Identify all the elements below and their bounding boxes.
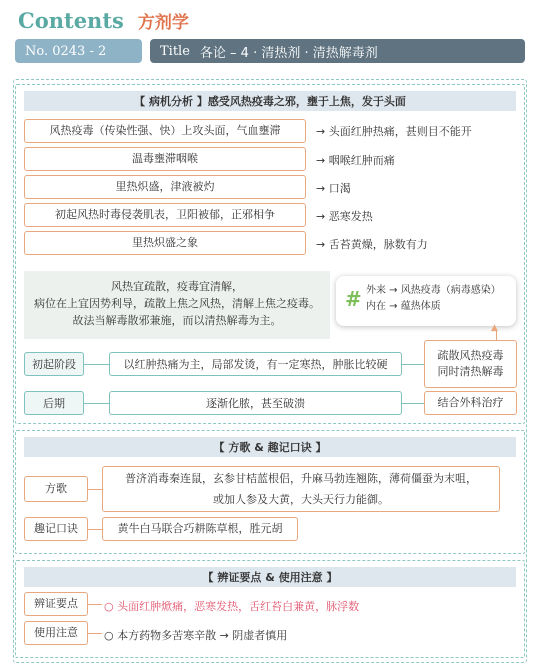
callout-line-1: 外来 → 风热疫毒（病毒感染） xyxy=(366,285,501,296)
caution-text: ○ 本方药物多苦寒辛散 → 阴虚者慎用 xyxy=(104,629,288,642)
principle-line-2: 病位在上宜因势利导，疏散上焦之风热，清解上焦之疫毒。 xyxy=(34,297,320,310)
song-line-2: 或加人参及大黄，大头天行力能御。 xyxy=(213,493,389,506)
cause-box-2: 温毒壅滞咽喉 xyxy=(24,147,306,171)
connector-line xyxy=(88,529,102,530)
notes-heading: 【 辨证要点 & 使用注意 】 xyxy=(24,567,516,587)
title-label: Title xyxy=(160,43,190,59)
treatment-principle xyxy=(24,271,330,339)
connector-line xyxy=(402,364,424,365)
connector-line xyxy=(402,403,424,404)
note-title-bar xyxy=(150,39,525,63)
mnemonic-label: 趣记口诀 xyxy=(24,517,88,541)
formula-song xyxy=(102,466,500,512)
effect-text-5: → 舌苔黄燥，脉数有力 xyxy=(316,238,428,251)
treat-line-1: 疏散风热疫毒 xyxy=(437,349,504,362)
key-points-label: 辨证要点 xyxy=(24,592,88,616)
up-arrow-icon: ▲ xyxy=(491,323,498,333)
hash-icon: # xyxy=(345,287,362,311)
pathology-heading: 【 病机分析 】感受风热疫毒之邪，壅于上焦，发于头面 xyxy=(24,91,516,111)
connector-line xyxy=(88,489,102,490)
header-title-en: Contents xyxy=(18,8,124,33)
stage-label-late: 后期 xyxy=(24,391,84,415)
callout-line-2: 内在 → 蕴热体质 xyxy=(366,301,441,312)
note-number: No. 0243 - 2 xyxy=(15,39,142,63)
principle-line-1: 风热宜疏散，疫毒宜清解， xyxy=(111,280,243,293)
page-header xyxy=(18,8,189,36)
mnemonic-text: 黄牛白马联合巧耕陈草根，胜元胡 xyxy=(102,517,298,541)
stage-treat-late: 结合外科治疗 xyxy=(424,391,517,415)
connector-line xyxy=(88,604,102,605)
effect-text-2: → 咽喉红肿而痛 xyxy=(316,154,395,167)
stage-label-early: 初起阶段 xyxy=(24,352,84,376)
cause-box-3: 里热炽盛，津液被灼 xyxy=(24,175,306,199)
principle-line-3: 故法当解毒散邪兼施，而以清热解毒为主。 xyxy=(72,314,282,327)
etiology-callout xyxy=(336,276,516,326)
header-title-cn: 方剂学 xyxy=(137,13,189,33)
song-label: 方歌 xyxy=(24,476,88,502)
effect-text-1: → 头面红肿热痛，甚则目不能开 xyxy=(316,125,472,138)
key-points-text: ○ 头面红肿焮痛，恶寒发热，舌红苔白兼黄，脉浮数 xyxy=(104,600,360,613)
connector-line xyxy=(84,403,109,404)
song-line-1: 普济消毒秦连鼠，玄参甘桔蓝根侣，升麻马勃连翘陈，薄荷僵蚕为末咀， xyxy=(125,472,477,485)
effect-text-3: → 口渴 xyxy=(316,182,351,195)
stage-treat-early xyxy=(424,340,517,388)
connector-line xyxy=(88,633,102,634)
effect-text-4: → 恶寒发热 xyxy=(316,210,373,223)
cause-box-4: 初起风热时毒侵袭肌表，卫阳被郁，正邪相争 xyxy=(24,203,306,227)
stage-desc-early: 以红肿热痛为主，局部发烫，有一定寒热，肿胀比较硬 xyxy=(109,352,402,376)
title-text: 各论 – 4 · 清热剂 · 清热解毒剂 xyxy=(199,45,378,61)
stage-desc-late: 逐渐化脓，甚至破溃 xyxy=(109,391,402,415)
treat-line-2: 同时清热解毒 xyxy=(437,365,504,378)
formula-heading: 【 方歌 & 趣记口诀 】 xyxy=(24,437,516,457)
cause-box-1: 风热疫毒（传染性强、快）上攻头面，气血壅滞 xyxy=(24,119,306,143)
cause-box-5: 里热炽盛之象 xyxy=(24,231,306,255)
connector-line xyxy=(84,364,109,365)
caution-label: 使用注意 xyxy=(24,621,88,645)
